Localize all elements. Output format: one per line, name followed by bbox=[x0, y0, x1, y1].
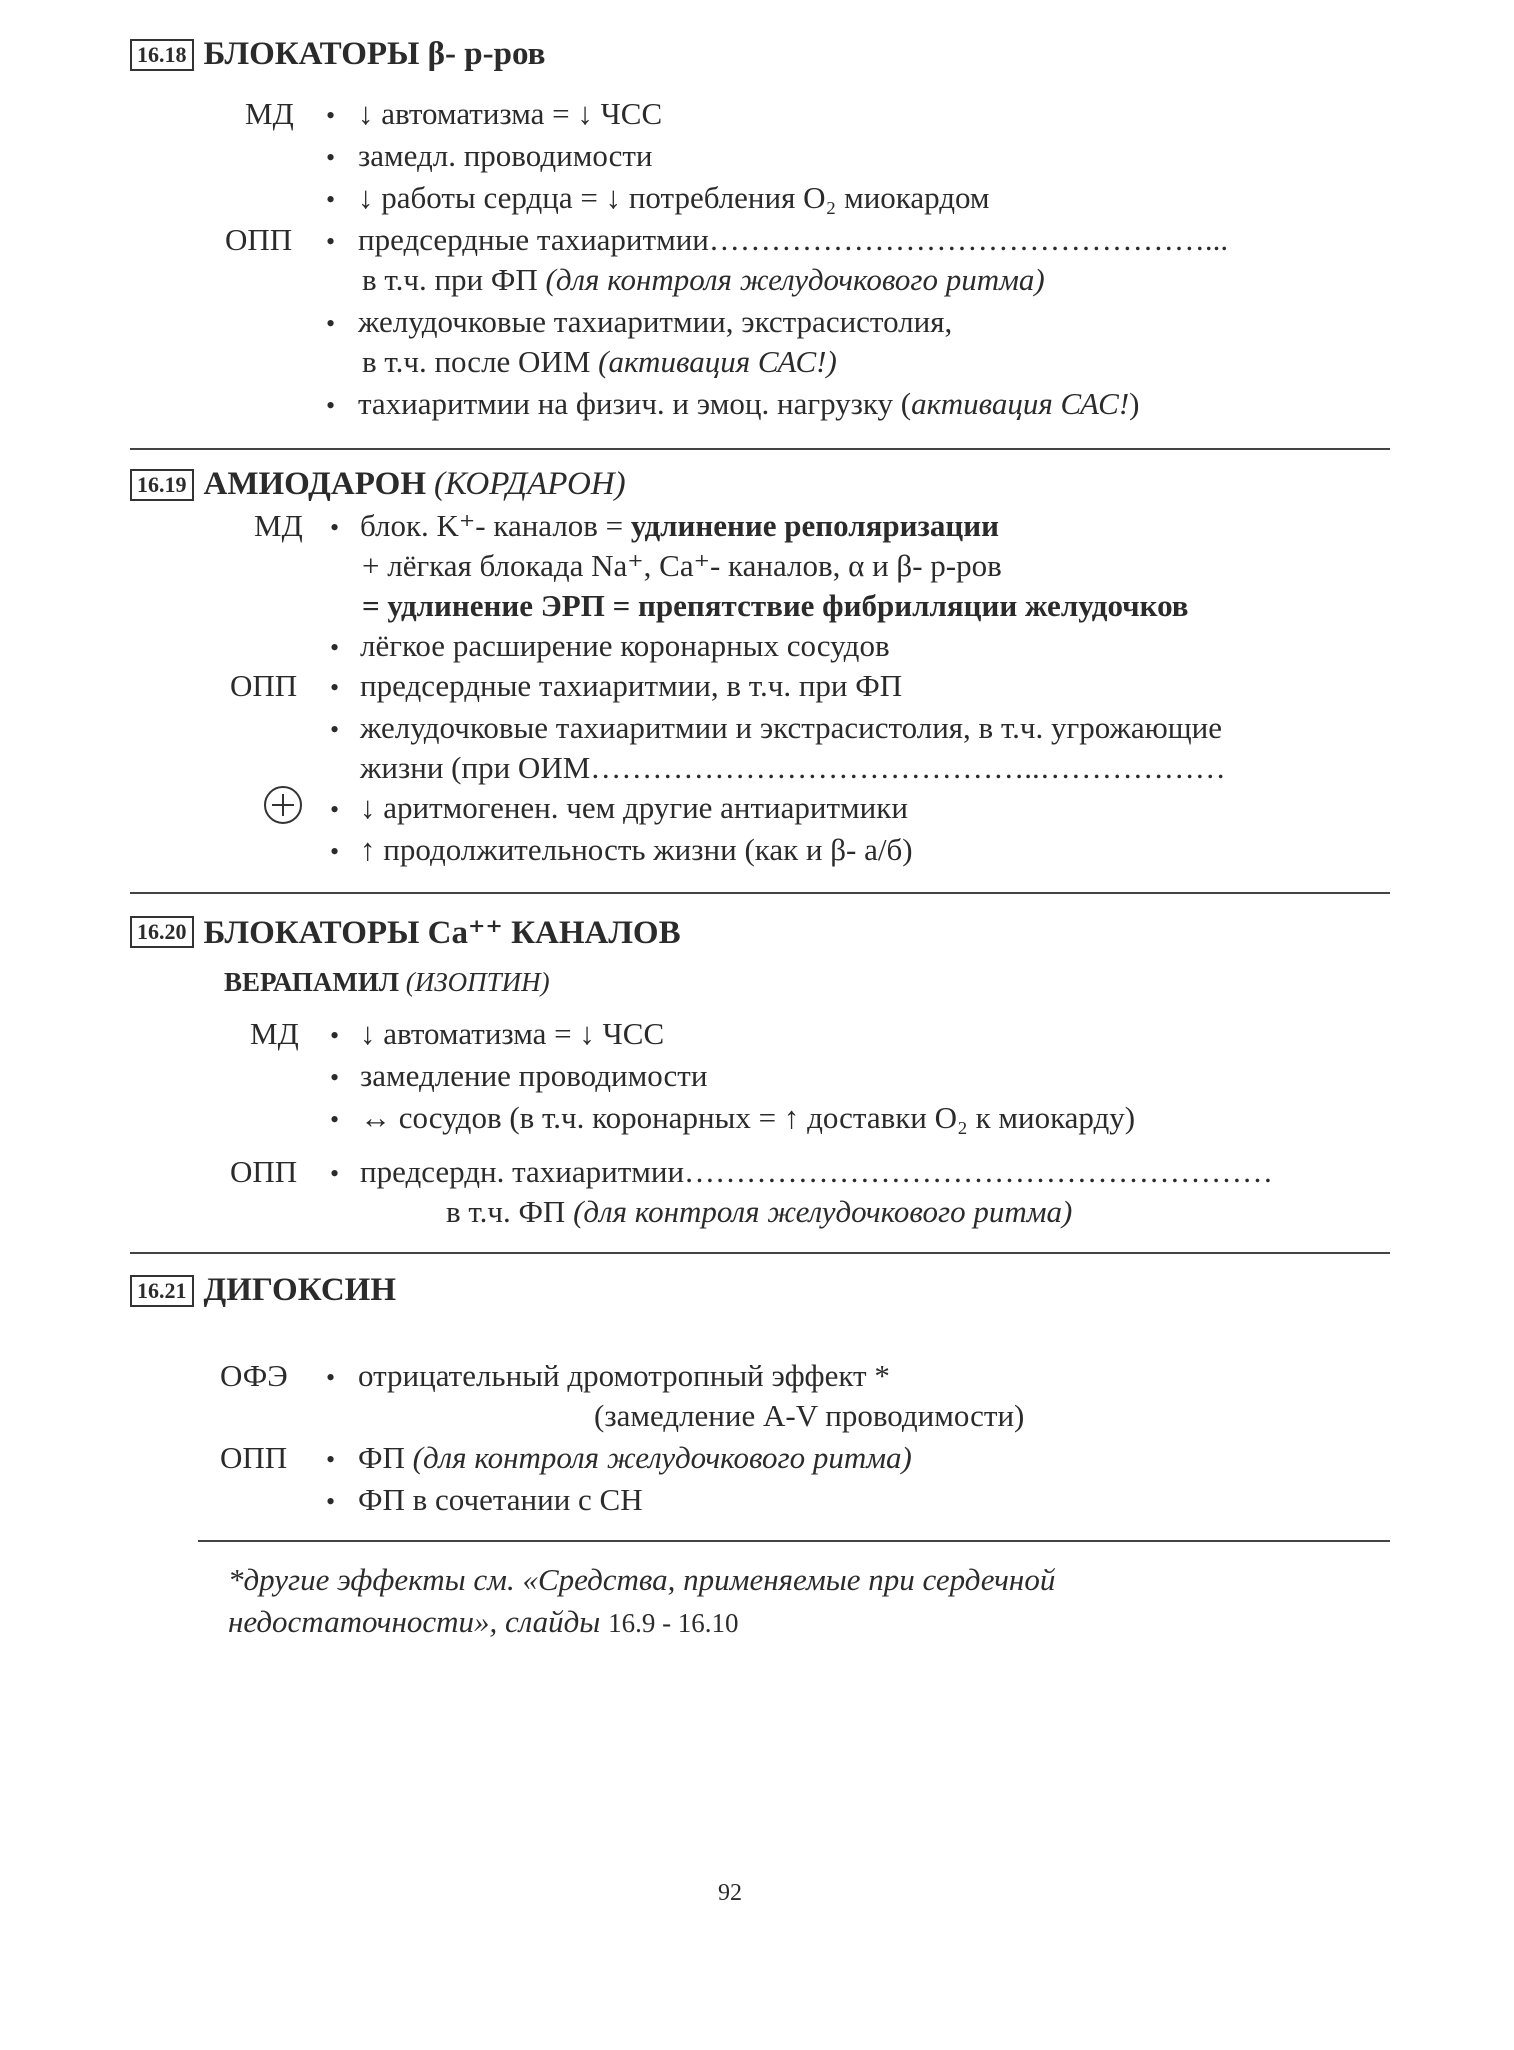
md-item: лёгкое расширение коронарных сосудов bbox=[360, 628, 890, 663]
md-item: блок. K⁺- каналов = удлинение реполяризации bbox=[360, 508, 1000, 543]
advantage-item: ↓ аритмогенен. чем другие антиаритмики bbox=[360, 790, 908, 825]
opp-item: тахиаритмии на физич. и эмоц. нагрузку (активация САС!) bbox=[358, 386, 1140, 421]
footnote-line: *другие эффекты см. «Средства, применяемые при сердечной bbox=[228, 1562, 1056, 1597]
bullet: • bbox=[326, 391, 336, 420]
ofe-label: ОФЭ bbox=[220, 1358, 288, 1393]
section-number: 16.19 bbox=[130, 469, 194, 501]
advantage-item: ↑ продолжительность жизни (как и β- а/б) bbox=[360, 832, 913, 867]
md-item: замедл. проводимости bbox=[358, 138, 653, 173]
bullet: • bbox=[330, 1021, 340, 1050]
opp-item-continuation: жизни (при ОИМ……………………………………..……………… bbox=[360, 750, 1226, 785]
md-item: ↔ сосудов (в т.ч. коронарных = ↑ доставки O₂ к миокарду) bbox=[360, 1100, 1136, 1135]
opp-item: желудочковые тахиаритмии, экстрасистолия, bbox=[358, 304, 953, 339]
md-item-continuation-bold: = удлинение ЭРП = препятствие фибрилляции желудочков bbox=[362, 588, 1189, 623]
md-item: ↓ работы сердца = ↓ потребления O₂ миокардом bbox=[358, 180, 990, 215]
section-title-alt: (КОРДАРОН) bbox=[434, 466, 626, 502]
md-label: МД bbox=[245, 96, 294, 131]
bullet: • bbox=[326, 185, 336, 214]
bullet: • bbox=[326, 1445, 336, 1474]
bullet: • bbox=[330, 633, 340, 662]
bullet: • bbox=[326, 309, 336, 338]
divider bbox=[198, 1540, 1390, 1542]
divider bbox=[130, 1252, 1390, 1254]
md-item: ↓ автоматизма = ↓ ЧСС bbox=[358, 96, 663, 131]
bullet: • bbox=[330, 1105, 340, 1134]
md-label: МД bbox=[254, 508, 303, 543]
opp-label: ОПП bbox=[230, 668, 298, 703]
opp-item: предсердн. тахиаритмии………………………………………………… bbox=[360, 1154, 1274, 1189]
bullet: • bbox=[330, 715, 340, 744]
plus-circle-icon bbox=[264, 786, 302, 824]
opp-item: ФП (для контроля желудочкового ритма) bbox=[358, 1440, 912, 1475]
section-title: БЛОКАТОРЫ Ca⁺⁺ КАНАЛОВ bbox=[203, 915, 681, 951]
section-title: ДИГОКСИН bbox=[203, 1272, 396, 1308]
bullet: • bbox=[330, 673, 340, 702]
opp-item: желудочковые тахиаритмии и экстрасистолия, в т.ч. угрожающие bbox=[360, 710, 1223, 745]
opp-item-continuation: в т.ч. при ФП (для контроля желудочкового ритма) bbox=[362, 262, 1045, 297]
md-item: замедление проводимости bbox=[360, 1058, 708, 1093]
drug-subheading: ВЕРАПАМИЛ (ИЗОПТИН) bbox=[224, 967, 550, 997]
bullet: • bbox=[326, 1487, 336, 1516]
bullet: • bbox=[326, 227, 336, 256]
section-number: 16.20 bbox=[130, 916, 194, 948]
bullet: • bbox=[326, 101, 336, 130]
bullet: • bbox=[326, 1363, 336, 1392]
opp-item-continuation: в т.ч. после ОИМ (активация САС!) bbox=[362, 344, 837, 379]
bullet: • bbox=[330, 837, 340, 866]
opp-label: ОПП bbox=[225, 222, 293, 257]
section-16-21-header bbox=[130, 1272, 396, 1309]
opp-item: ФП в сочетании с СН bbox=[358, 1482, 643, 1517]
section-16-20-header bbox=[130, 912, 681, 952]
divider bbox=[130, 448, 1390, 450]
section-number: 16.18 bbox=[130, 39, 194, 71]
opp-label: ОПП bbox=[220, 1440, 288, 1475]
md-label: МД bbox=[250, 1016, 299, 1051]
bullet: • bbox=[330, 1063, 340, 1092]
bullet: • bbox=[330, 795, 340, 824]
section-16-19-header bbox=[130, 466, 626, 503]
opp-item: предсердные тахиаритмии, в т.ч. при ФП bbox=[360, 668, 903, 703]
ofe-item: отрицательный дромотропный эффект * bbox=[358, 1358, 890, 1393]
bullet: • bbox=[326, 143, 336, 172]
section-title: БЛОКАТОРЫ β- р-ров bbox=[203, 36, 546, 72]
md-item: ↓ автоматизма = ↓ ЧСС bbox=[360, 1016, 665, 1051]
section-16-18-header bbox=[130, 36, 546, 73]
bullet: • bbox=[330, 513, 340, 542]
section-number: 16.21 bbox=[130, 1275, 194, 1307]
divider bbox=[130, 892, 1390, 894]
opp-item: предсердные тахиаритмии…………………………………………... bbox=[358, 222, 1229, 257]
md-item-continuation: + лёгкая блокада Na⁺, Ca⁺- каналов, α и β- р-ров bbox=[362, 548, 1002, 583]
ofe-item-continuation: (замедление A-V проводимости) bbox=[594, 1398, 1025, 1433]
bullet: • bbox=[330, 1159, 340, 1188]
section-title: АМИОДАРОН bbox=[203, 466, 427, 502]
opp-label: ОПП bbox=[230, 1154, 298, 1189]
footnote-line: недостаточности», слайды 16.9 - 16.10 bbox=[228, 1604, 739, 1639]
opp-item-continuation: в т.ч. ФП (для контроля желудочкового ритма) bbox=[446, 1194, 1073, 1229]
page-number: 92 bbox=[718, 1880, 742, 1906]
